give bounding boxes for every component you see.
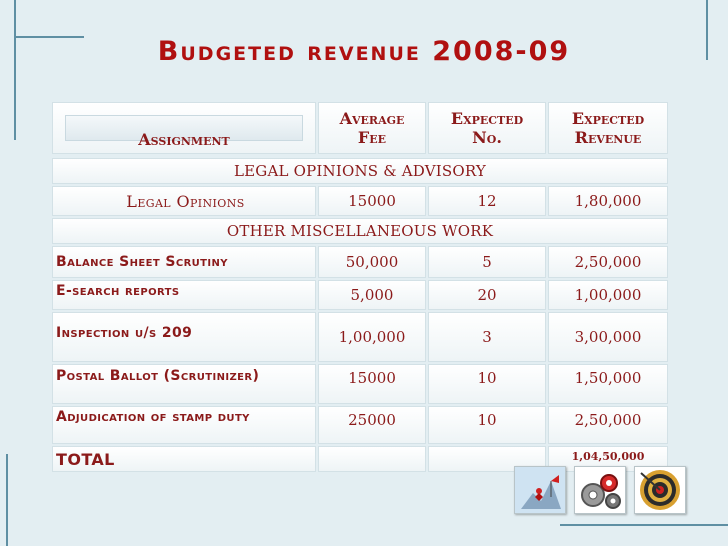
header-expected-no-text: Expected No. — [450, 109, 524, 147]
cell-total-name: TOTAL — [52, 446, 316, 472]
cell-row-no: 3 — [428, 312, 546, 362]
cell-total-revenue: 1,04,50,000 — [548, 446, 668, 472]
cell-row-fee: 5,000 — [318, 280, 426, 310]
target-icon — [634, 466, 686, 514]
frame-line-left-bottom — [6, 454, 8, 546]
cell-row-name: Inspection u/s 209 — [52, 312, 316, 362]
cell-row-revenue: 1,50,000 — [548, 364, 668, 404]
frame-line-left — [14, 0, 16, 140]
header-expected-revenue-text: Expected Revenue — [571, 109, 645, 147]
cell-total-fee — [318, 446, 426, 472]
cell-row-revenue: 2,50,000 — [548, 246, 668, 278]
cell-legal-opinions-no: 12 — [428, 186, 546, 216]
clipart-icons — [514, 466, 690, 516]
table-row-legal-opinions — [52, 186, 668, 216]
cell-row-fee: 50,000 — [318, 246, 426, 278]
section-row-legal — [52, 158, 668, 184]
cell-row-name: Adjudication of stamp duty — [52, 406, 316, 444]
header-average-fee-text: Average Fee — [339, 109, 405, 147]
section-legal-title: LEGAL OPINIONS & ADVISORY — [52, 158, 668, 184]
header-assignment-text: Assignment — [138, 130, 230, 149]
frame-line-bottom — [560, 524, 728, 526]
cell-row-no: 10 — [428, 406, 546, 444]
table-row — [52, 280, 668, 310]
cell-row-fee: 15000 — [318, 364, 426, 404]
table-row — [52, 364, 668, 404]
gears-icon — [574, 466, 626, 514]
table-row — [52, 406, 668, 444]
cell-row-revenue: 1,00,000 — [548, 280, 668, 310]
cell-row-name: Balance Sheet Scrutiny — [52, 246, 316, 278]
cell-row-fee: 1,00,000 — [318, 312, 426, 362]
table-header-row — [52, 102, 668, 154]
header-assignment — [52, 102, 316, 154]
climber-icon — [514, 466, 566, 514]
cell-legal-opinions-revenue: 1,80,000 — [548, 186, 668, 216]
table-row — [52, 246, 668, 278]
cell-row-name: Postal Ballot (Scrutinizer) — [52, 364, 316, 404]
cell-row-fee: 25000 — [318, 406, 426, 444]
cell-row-name: E-search reports — [52, 280, 316, 310]
cell-row-no: 5 — [428, 246, 546, 278]
table-row — [52, 312, 668, 362]
section-misc-title: OTHER MISCELLANEOUS WORK — [52, 218, 668, 244]
cell-row-revenue: 2,50,000 — [548, 406, 668, 444]
cell-row-no: 10 — [428, 364, 546, 404]
cell-row-revenue: 3,00,000 — [548, 312, 668, 362]
header-average-fee — [318, 102, 426, 154]
cell-legal-opinions-fee: 15000 — [318, 186, 426, 216]
page-title: Budgeted revenue 2008-09 — [157, 36, 571, 67]
header-expected-no — [428, 102, 546, 154]
section-row-misc — [52, 218, 668, 244]
cell-row-no: 20 — [428, 280, 546, 310]
header-expected-revenue — [548, 102, 668, 154]
cell-legal-opinions-name: Legal Opinions — [52, 186, 316, 216]
